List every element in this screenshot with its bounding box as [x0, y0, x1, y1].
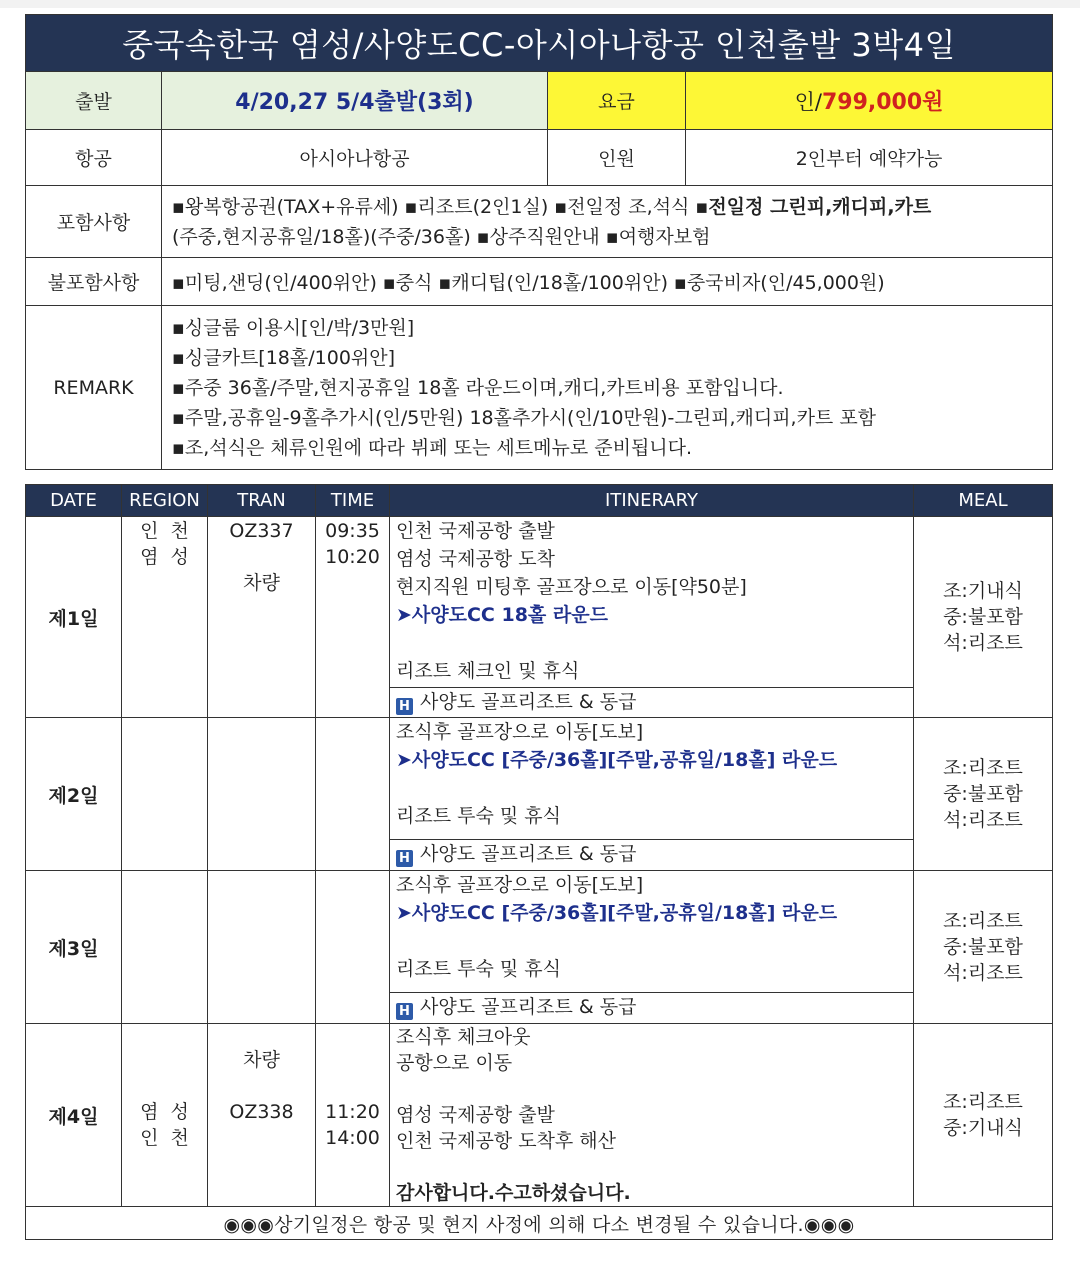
region-cell: [122, 718, 208, 871]
time-cell: [316, 871, 390, 1024]
itinerary-line: 현지직원 미팅후 골프장으로 이동[약50분]: [396, 576, 747, 598]
included-text-1: ▪왕복항공권(TAX+유류세) ▪리조트(2인1실) ▪전일정 조,석식: [172, 195, 696, 218]
meal-item: 석:리조트: [943, 632, 1023, 654]
fee-value: [686, 72, 1053, 130]
included-label: 포함사항: [26, 186, 162, 258]
day-label: 제3일: [26, 871, 122, 1024]
transport-text: 차량: [243, 572, 280, 594]
remark-item: ▪조,석식은 체류인원에 따라 뷔페 또는 세트메뉴로 준비됩니다.: [172, 436, 693, 459]
depart-value: [162, 72, 548, 130]
flight-number: OZ337: [229, 520, 294, 542]
meal-cell: [914, 517, 1053, 718]
meal-item: 중:불포함: [943, 936, 1023, 958]
itinerary-line: 염성 국제공항 도착: [396, 548, 555, 570]
itinerary-cell: [390, 517, 914, 718]
depart-dates: 4/20,27 5/4출발(3회): [235, 90, 474, 115]
hotel-line: [390, 687, 913, 717]
time-text: 10:20: [325, 546, 380, 568]
tran-cell: [208, 871, 316, 1024]
meal-item: 중:불포함: [943, 606, 1023, 628]
itinerary-line: 인천 국제공항 출발: [396, 520, 555, 542]
footer-notice: ◉◉◉상기일정은 항공 및 현지 사정에 의해 다소 변경될 수 있습니다.◉◉◉: [26, 1207, 1053, 1240]
meal-item: 조:리조트: [943, 757, 1023, 779]
hotel-name: 사양도 골프리조트 & 동급: [420, 843, 637, 865]
header-meal: MEAL: [914, 485, 1053, 517]
time-cell: [316, 1024, 390, 1207]
itinerary-cell: [390, 718, 914, 871]
itinerary-line: 공항으로 이동: [396, 1052, 513, 1074]
itinerary-cell: [390, 1024, 914, 1207]
itinerary-line: 리조트 체크인 및 휴식: [396, 660, 580, 682]
meal-item: 조:리조트: [943, 1091, 1023, 1113]
header-time: TIME: [316, 485, 390, 517]
included-text-bold: ▪전일정 그린피,캐디피,카트: [695, 195, 932, 218]
itinerary-line: 리조트 투숙 및 휴식: [396, 958, 561, 980]
top-bar: [0, 0, 1080, 8]
itinerary-line: 조식후 체크아웃: [396, 1026, 531, 1048]
remark-item: ▪주중 36홀/주말,현지공휴일 18홀 라운드이며,캐디,카트비용 포함입니다.: [172, 376, 784, 399]
meal-item: 석:리조트: [943, 809, 1023, 831]
remark-list: [162, 306, 1053, 470]
tran-cell: [208, 1024, 316, 1207]
excluded-value: ▪미팅,샌딩(인/400위안) ▪중식 ▪캐디팁(인/18홀/100위안) ▪중국비자(인/45,000원): [162, 258, 1053, 306]
itinerary-line: 조식후 골프장으로 이동[도보]: [396, 721, 644, 743]
header-date: DATE: [26, 485, 122, 517]
remark-item: ▪싱글룸 이용시[인/박/3만원]: [172, 316, 415, 339]
day-row: [26, 718, 1053, 871]
day-row: [26, 871, 1053, 1024]
hotel-icon: H: [396, 698, 413, 715]
region-cell: [122, 871, 208, 1024]
itinerary-line: [396, 1076, 907, 1102]
header-region: REGION: [122, 485, 208, 517]
remark-item: ▪주말,공휴일-9홀추가시(인/5만원) 18홀추가시(인/10만원)-그린피,캐디피,카트 포함: [172, 406, 877, 429]
region-cell: [122, 517, 208, 718]
summary-table: [25, 14, 1053, 470]
fee-label: 요금: [548, 72, 686, 130]
day-label: 제1일: [26, 517, 122, 718]
hotel-name: 사양도 골프리조트 & 동급: [420, 996, 637, 1018]
hotel-icon: H: [396, 1003, 413, 1020]
itinerary-line: [396, 774, 907, 802]
airline-value: 아시아나항공: [162, 130, 548, 186]
itinerary-line: [396, 629, 907, 657]
meal-cell: [914, 718, 1053, 871]
meal-item: 석:리조트: [943, 962, 1023, 984]
itinerary-line: 인천 국제공항 도착후 해산: [396, 1130, 617, 1152]
golf-round-line: ➤사양도CC [주중/36홀][주말,공휴일/18홀] 라운드: [396, 902, 838, 924]
region-text: 염 성: [140, 1101, 189, 1123]
time-text: 11:20: [325, 1101, 380, 1123]
region-text: 인 천: [140, 520, 189, 542]
itinerary-table: [25, 484, 1053, 1240]
hotel-icon: H: [396, 850, 413, 867]
time-text: 14:00: [325, 1127, 380, 1149]
itinerary-line: 염성 국제공항 출발: [396, 1104, 555, 1126]
day-row: [26, 517, 1053, 718]
meal-item: 중:기내식: [943, 1117, 1023, 1139]
header-tran: TRAN: [208, 485, 316, 517]
tran-cell: [208, 718, 316, 871]
fee-amount: 799,000원: [821, 90, 944, 115]
page-title: 중국속한국 염성/사양도CC-아시아나항공 인천출발 3박4일: [26, 15, 1053, 72]
meal-cell: [914, 1024, 1053, 1207]
itinerary-cell: [390, 871, 914, 1024]
day-row: [26, 1024, 1053, 1207]
meal-item: 중:불포함: [943, 783, 1023, 805]
golf-round-line: ➤사양도CC 18홀 라운드: [396, 604, 608, 626]
included-value: [162, 186, 1053, 258]
day-label: 제2일: [26, 718, 122, 871]
itinerary-line: [396, 1154, 907, 1180]
meal-cell: [914, 871, 1053, 1024]
airline-label: 항공: [26, 130, 162, 186]
hotel-line: [390, 992, 913, 1022]
included-text-2: (주중,현지공휴일/18홀)(주중/36홀) ▪상주직원안내 ▪여행자보험: [172, 225, 711, 248]
itinerary-line: [396, 927, 907, 955]
region-text: 염 성: [140, 546, 189, 568]
meal-item: 조:기내식: [943, 580, 1023, 602]
header-itinerary: ITINERARY: [390, 485, 914, 517]
people-value: 2인부터 예약가능: [686, 130, 1053, 186]
time-text: 09:35: [325, 520, 380, 542]
golf-round-line: ➤사양도CC [주중/36홀][주말,공휴일/18홀] 라운드: [396, 749, 838, 771]
remark-item: ▪싱글카트[18홀/100위안]: [172, 346, 396, 369]
depart-label: 출발: [26, 72, 162, 130]
transport-text: 차량: [243, 1049, 280, 1071]
thanks-line: 감사합니다.수고하셨습니다.: [396, 1182, 631, 1204]
hotel-name: 사양도 골프리조트 & 동급: [420, 691, 637, 713]
region-text: 인 천: [140, 1127, 189, 1149]
time-cell: [316, 517, 390, 718]
tran-cell: [208, 517, 316, 718]
remark-label: REMARK: [26, 306, 162, 470]
fee-prefix: 인/: [794, 90, 822, 114]
hotel-line: [390, 839, 913, 869]
flight-number: OZ338: [229, 1101, 294, 1123]
time-cell: [316, 718, 390, 871]
itinerary-line: 조식후 골프장으로 이동[도보]: [396, 874, 644, 896]
itinerary-line: 리조트 투숙 및 휴식: [396, 805, 561, 827]
people-label: 인원: [548, 130, 686, 186]
day-label: 제4일: [26, 1024, 122, 1207]
meal-item: 조:리조트: [943, 910, 1023, 932]
region-cell: [122, 1024, 208, 1207]
excluded-label: 불포함사항: [26, 258, 162, 306]
